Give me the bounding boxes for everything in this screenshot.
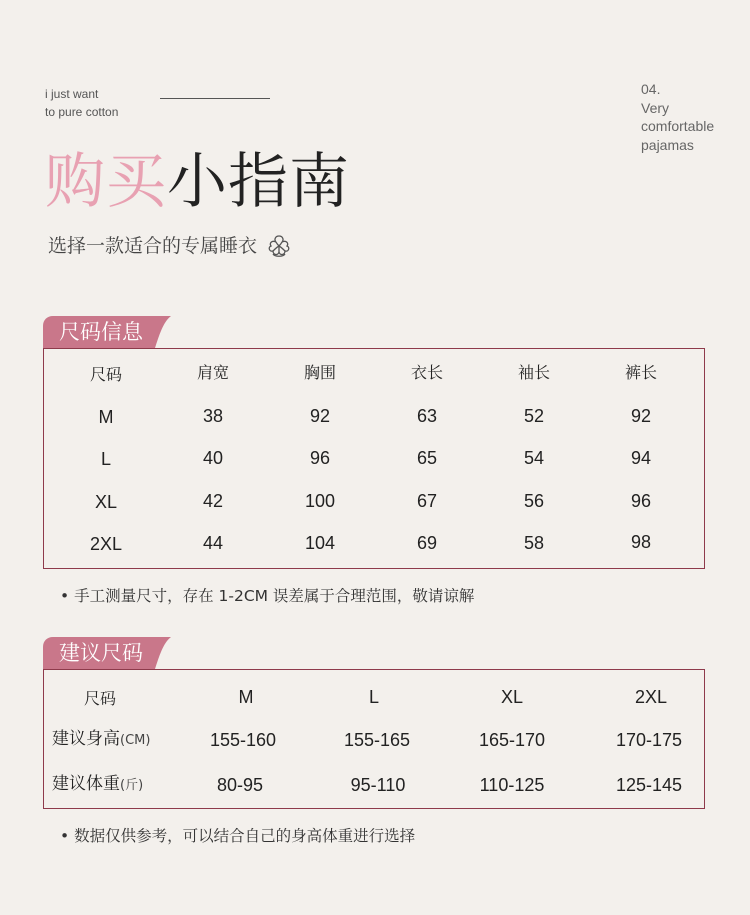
header-chest: 胸围 (303, 363, 337, 382)
table-cell: 2XL (89, 534, 123, 554)
table-cell: 58 (523, 533, 545, 553)
table-cell: 155-165 (343, 730, 411, 750)
header-pants: 裤长 (624, 363, 658, 382)
table-cell: 42 (202, 491, 224, 511)
size-info-table (43, 348, 705, 569)
table-cell: 94 (630, 448, 652, 468)
table-cell: 63 (416, 406, 438, 426)
table-cell: 100 (304, 491, 336, 511)
side-note-line-2: comfortable (641, 118, 715, 134)
header-length: 衣长 (410, 363, 444, 382)
tagline-line-1: i just want (45, 87, 99, 101)
side-note-line-3: pajamas (641, 136, 694, 153)
table-cell: 65 (416, 448, 438, 468)
table-cell: 104 (304, 533, 336, 553)
table-cell: 155-160 (209, 730, 277, 750)
table-cell: 110-125 (479, 775, 545, 795)
table-cell: 96 (309, 448, 331, 468)
table-cell: 125-145 (615, 775, 683, 795)
header-sleeve: 袖长 (517, 363, 551, 382)
side-note (641, 80, 714, 154)
table-cell: 54 (523, 448, 545, 468)
side-note-line-1: Very (641, 99, 670, 116)
table-cell: 165-170 (478, 730, 546, 750)
tagline-divider (160, 98, 270, 99)
row-label-unit: (斤) (120, 778, 144, 793)
table-cell: XL (94, 492, 118, 512)
table-cell: L (100, 449, 112, 469)
header-size: 尺码 (89, 365, 123, 384)
tagline (45, 85, 118, 121)
cotton-flower-icon (263, 230, 295, 262)
tagline-line-2: to pure cotton (45, 105, 119, 119)
header-xl: XL (500, 687, 524, 707)
table-cell: 98 (630, 532, 652, 552)
measurement-note: • 手工测量尺寸，存在 1-2CM 误差属于合理范围，敬请谅解 (60, 587, 475, 605)
table-cell: 38 (202, 406, 224, 426)
table-cell: 69 (416, 533, 438, 553)
table-cell: 67 (416, 491, 438, 511)
row-label-text: 建议体重 (52, 774, 120, 794)
size-info-tab (43, 316, 171, 348)
reference-note: • 数据仅供参考，可以结合自己的身高体重进行选择 (60, 827, 416, 845)
row-label-text: 建议身高 (52, 729, 120, 749)
row-label-unit: (CM) (120, 733, 151, 748)
header-shoulder: 肩宽 (196, 363, 230, 382)
table-cell: 80-95 (216, 775, 264, 795)
page-title (45, 146, 350, 218)
header-size: 尺码 (83, 689, 117, 708)
table-cell: 52 (523, 406, 545, 426)
table-cell: M (98, 407, 114, 427)
table-cell: 44 (202, 533, 224, 553)
table-cell: 92 (630, 406, 652, 426)
size-info-title: 尺码信息 (59, 320, 143, 344)
table-cell: 92 (309, 406, 331, 426)
title-pink: 购买 (45, 147, 167, 217)
row-label-height (52, 727, 150, 753)
suggest-size-title: 建议尺码 (59, 641, 143, 665)
table-cell: 170-175 (615, 730, 683, 750)
row-label-weight (52, 772, 143, 798)
title-dark: 小指南 (167, 147, 350, 217)
table-cell: 40 (202, 448, 224, 468)
subtitle-text: 选择一款适合的专属睡衣 (48, 235, 258, 257)
subtitle (48, 230, 295, 262)
suggest-size-tab (43, 637, 171, 669)
header-l: L (368, 687, 380, 707)
header-2xl: 2XL (634, 687, 668, 707)
table-cell: 96 (630, 491, 652, 511)
table-cell: 56 (523, 491, 545, 511)
header-m: M (238, 687, 254, 707)
side-note-number: 04. (641, 81, 661, 97)
table-cell: 95-110 (350, 775, 406, 795)
